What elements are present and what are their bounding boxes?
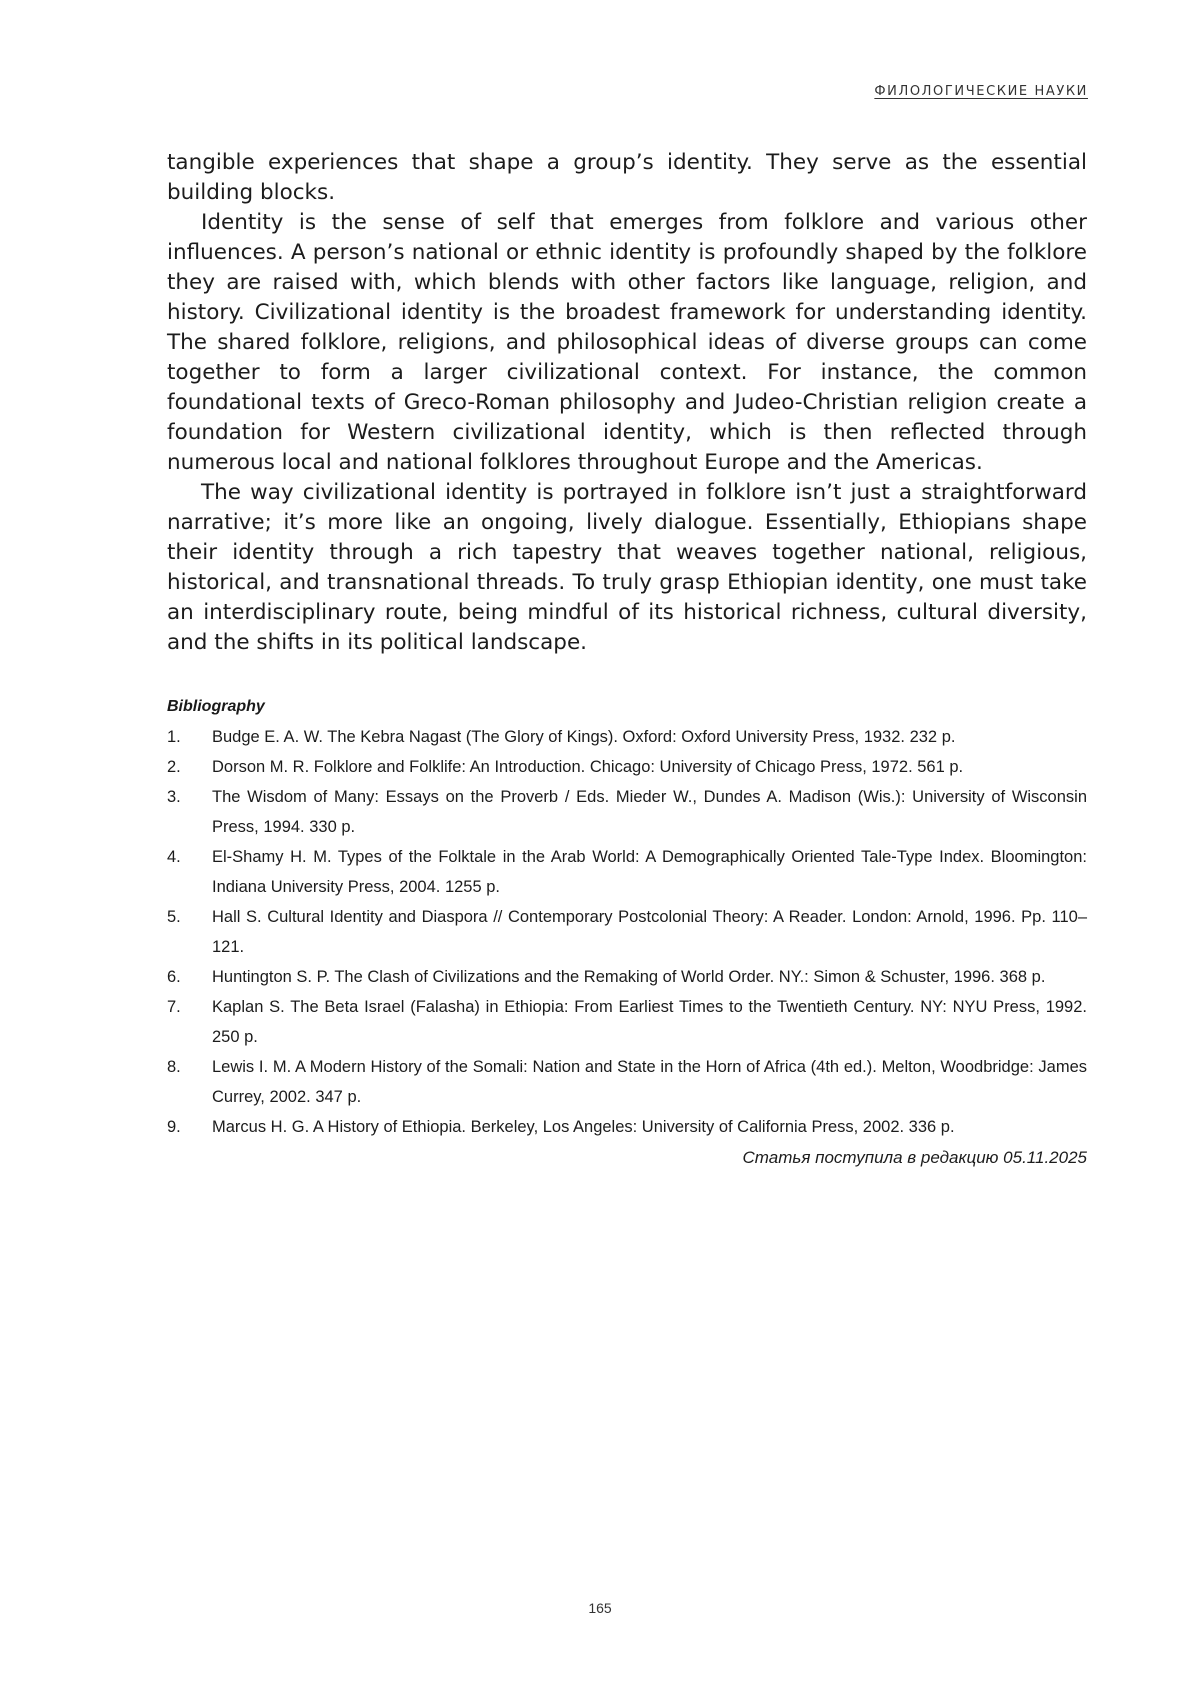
bibliography-item-3 — [167, 782, 1087, 842]
page-number: 165 — [588, 1600, 612, 1616]
bibliography-title: Bibliography — [167, 698, 265, 715]
bibliography-item-number: 6. — [167, 968, 181, 986]
bibliography-item-text: Dorson M. R. Folklore and Folklife: An Introduction. Chicago: University of Chicago Press, 1972. 561 p. — [212, 758, 964, 776]
bibliography-item-text: The Wisdom of Many: Essays on the Proverb / Eds. Mieder W., Dundes A. Madison (Wis.): University of Wisconsin Press, 1994. 330 p. — [212, 788, 1087, 836]
body-paragraph-1: tangible experiences that shape a group’s identity. They serve as the essential building blocks. — [167, 150, 1087, 205]
bibliography-item-number: 7. — [167, 998, 181, 1016]
bibliography-item-number: 8. — [167, 1058, 181, 1076]
bibliography-item-number: 5. — [167, 908, 181, 926]
bibliography-item-text: Marcus H. G. A History of Ethiopia. Berkeley, Los Angeles: University of California Press, 2002. 336 p. — [212, 1118, 955, 1136]
bibliography-item-9 — [167, 1112, 1087, 1142]
body-paragraph-2: Identity is the sense of self that emerges from folklore and various other influences. A person’s national or ethnic identity is profoundly shaped by the folklore they are raised with, which blends with other factors like language, religion, and history. Civilizational identity is the broadest framework for understanding identity. The shared folklore, religions, and philosophical ideas of diverse groups can come together to form a larger civilizational context. For instance, the common foundational texts of Greco-Roman philosophy and Judeo-Christian religion create a foundation for Western civilizational identity, which is then reflected through numerous local and national folklores throughout Europe and the Americas. — [167, 210, 1087, 475]
bibliography-item-text: El-Shamy H. M. Types of the Folktale in the Arab World: A Demographically Oriented Tale-Type Index. Bloomington: Indiana University Press, 2004. 1255 p. — [212, 848, 1087, 896]
bibliography-item-1 — [167, 722, 1087, 752]
body-paragraph-3: The way civilizational identity is portrayed in folklore isn’t just a straightforward narrative; it’s more like an ongoing, lively dialogue. Essentially, Ethiopians shape their identity through a rich tapestry that weaves together national, religious, historical, and transnational threads. To truly grasp Ethiopian identity, one must take an interdisciplinary route, being mindful of its historical richness, cultural diversity, and the shifts in its political landscape. — [167, 480, 1087, 655]
bibliography-item-text: Lewis I. M. A Modern History of the Somali: Nation and State in the Horn of Africa (4th ed.). Melton, Woodbridge: James Currey, 2002. 347 p. — [212, 1058, 1087, 1106]
received-date-note: Статья поступила в редакцию 05.11.2025 — [742, 1148, 1087, 1167]
bibliography-list — [167, 722, 1087, 1142]
bibliography-item-text: Huntington S. P. The Clash of Civilizations and the Remaking of World Order. NY.: Simon & Schuster, 1996. 368 p. — [212, 968, 1046, 986]
bibliography-item-2 — [167, 752, 1087, 782]
bibliography-item-number: 2. — [167, 758, 181, 776]
bibliography-item-number: 9. — [167, 1118, 181, 1136]
bibliography-item-4 — [167, 842, 1087, 902]
bibliography-item-text: Kaplan S. The Beta Israel (Falasha) in Ethiopia: From Earliest Times to the Twentieth Century. NY: NYU Press, 1992. 250 p. — [212, 998, 1087, 1046]
bibliography-item-5 — [167, 902, 1087, 962]
article-body — [167, 148, 1087, 1172]
bibliography-item-6 — [167, 962, 1087, 992]
bibliography-item-number: 4. — [167, 848, 181, 866]
bibliography-item-text: Hall S. Cultural Identity and Diaspora // Contemporary Postcolonial Theory: A Reader. London: Arnold, 1996. Pp. 110–121. — [212, 908, 1087, 956]
bibliography-item-number: 1. — [167, 728, 181, 746]
bibliography-item-number: 3. — [167, 788, 181, 806]
bibliography-item-7 — [167, 992, 1087, 1052]
bibliography-item-8 — [167, 1052, 1087, 1112]
running-header: ФИЛОЛОГИЧЕСКИЕ НАУКИ — [874, 84, 1088, 99]
bibliography-item-text: Budge E. A. W. The Kebra Nagast (The Glory of Kings). Oxford: Oxford University Press, 1932. 232 p. — [212, 728, 956, 746]
